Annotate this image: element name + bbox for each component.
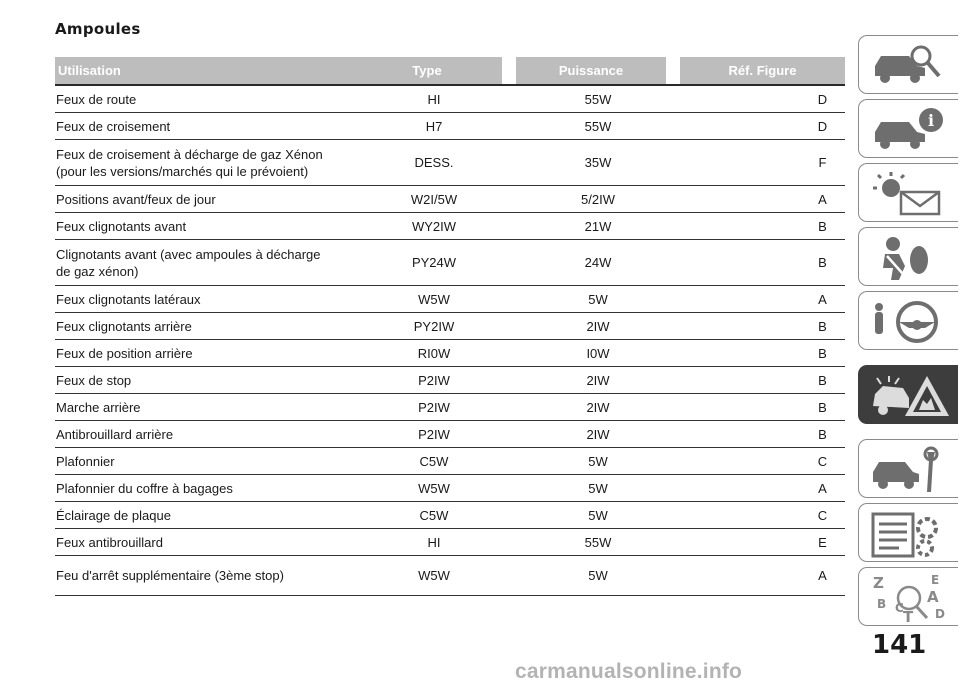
tab-emergency[interactable] xyxy=(858,365,958,424)
airbag-person-icon xyxy=(869,234,949,282)
cell-type: PY2IW xyxy=(352,313,516,340)
cell-ref-figure: A xyxy=(680,186,845,213)
steering-wheel-key-icon xyxy=(869,298,949,346)
cell-utilisation: Feux clignotants arrière xyxy=(55,313,352,340)
tab-index[interactable] xyxy=(858,567,958,626)
cell-type: DESS. xyxy=(352,140,516,186)
header-utilisation: Utilisation xyxy=(55,57,352,86)
cell-type: HI xyxy=(352,529,516,556)
cell-utilisation: Feux clignotants latéraux xyxy=(55,286,352,313)
cell-utilisation: Éclairage de plaque xyxy=(55,502,352,529)
index-letter: Z xyxy=(873,574,884,592)
cell-type: W5W xyxy=(352,475,516,502)
cell-puissance: 5W xyxy=(516,448,680,475)
cell-utilisation: Marche arrière xyxy=(55,394,352,421)
car-info-icon xyxy=(869,106,949,154)
cell-ref-figure: B xyxy=(680,313,845,340)
cell-utilisation: Positions avant/feux de jour xyxy=(55,186,352,213)
cell-puissance: 55W xyxy=(516,113,680,140)
cell-utilisation: Feux de stop xyxy=(55,367,352,394)
cell-type: W5W xyxy=(352,556,516,596)
cell-type: W2I/5W xyxy=(352,186,516,213)
cell-type: C5W xyxy=(352,502,516,529)
warning-lights-icon xyxy=(869,170,949,218)
cell-puissance: 35W xyxy=(516,140,680,186)
cell-puissance: 5W xyxy=(516,286,680,313)
cell-type: H7 xyxy=(352,113,516,140)
cell-ref-figure: B xyxy=(680,240,845,286)
cell-type: P2IW xyxy=(352,421,516,448)
cell-ref-figure: B xyxy=(680,394,845,421)
cell-type: HI xyxy=(352,86,516,113)
cell-utilisation: Feux de route xyxy=(55,86,352,113)
cell-ref-figure: D xyxy=(680,113,845,140)
tab-maintenance[interactable] xyxy=(858,439,958,498)
table-row xyxy=(55,313,845,340)
header-type: Type xyxy=(352,57,502,86)
index-letter: C xyxy=(895,601,904,615)
cell-utilisation: Feux antibrouillard xyxy=(55,529,352,556)
svg-text:i: i xyxy=(927,111,935,130)
table-row xyxy=(55,367,845,394)
table-row xyxy=(55,86,845,113)
cell-puissance: 2IW xyxy=(516,367,680,394)
cell-puissance: 5W xyxy=(516,502,680,529)
cell-type: W5W xyxy=(352,286,516,313)
technical-data-icon xyxy=(869,510,949,558)
index-letter: A xyxy=(927,588,939,606)
table-row xyxy=(55,286,845,313)
cell-type: P2IW xyxy=(352,367,516,394)
cell-puissance: 55W xyxy=(516,86,680,113)
tab-starting-driving[interactable] xyxy=(858,291,958,350)
header-gap xyxy=(502,57,516,86)
table-row xyxy=(55,186,845,213)
tab-safety[interactable] xyxy=(858,227,958,286)
cell-type: C5W xyxy=(352,448,516,475)
cell-utilisation: Plafonnier du coffre à bagages xyxy=(55,475,352,502)
cell-ref-figure: E xyxy=(680,529,845,556)
car-emergency-icon xyxy=(869,372,949,420)
cell-ref-figure: C xyxy=(680,448,845,475)
index-letters-icon xyxy=(869,574,949,622)
table-row xyxy=(55,240,845,286)
table-row xyxy=(55,421,845,448)
cell-ref-figure: D xyxy=(680,86,845,113)
cell-puissance: 55W xyxy=(516,529,680,556)
header-gap xyxy=(666,57,680,86)
cell-puissance: 2IW xyxy=(516,421,680,448)
table-row xyxy=(55,394,845,421)
cell-utilisation: Feux clignotants avant xyxy=(55,213,352,240)
table-row xyxy=(55,340,845,367)
header-ref-figure: Réf. Figure xyxy=(680,57,845,86)
index-letter: E xyxy=(931,574,940,587)
cell-ref-figure: A xyxy=(680,556,845,596)
cell-ref-figure: A xyxy=(680,475,845,502)
section-title: Ampoules xyxy=(55,20,141,38)
watermark: carmanualsonline.info xyxy=(515,660,743,683)
car-search-icon xyxy=(869,42,949,90)
cell-utilisation: Feux de position arrière xyxy=(55,340,352,367)
cell-type: RI0W xyxy=(352,340,516,367)
index-letter: D xyxy=(935,607,945,621)
cell-puissance: 24W xyxy=(516,240,680,286)
cell-utilisation: Clignotants avant (avec ampoules à décharge de gaz xénon) xyxy=(55,240,352,286)
cell-ref-figure: B xyxy=(680,367,845,394)
page-number: 141 xyxy=(872,630,927,660)
cell-utilisation: Feux de croisement à décharge de gaz Xénon (pour les versions/marchés qui le prévoient) xyxy=(55,140,352,186)
cell-puissance: 21W xyxy=(516,213,680,240)
cell-ref-figure: F xyxy=(680,140,845,186)
cell-ref-figure: C xyxy=(680,502,845,529)
cell-puissance: 2IW xyxy=(516,313,680,340)
cell-utilisation: Plafonnier xyxy=(55,448,352,475)
tab-car-info[interactable] xyxy=(858,99,958,158)
cell-type: PY24W xyxy=(352,240,516,286)
bulbs-table xyxy=(55,57,845,596)
table-row xyxy=(55,213,845,240)
cell-puissance: 2IW xyxy=(516,394,680,421)
cell-utilisation: Antibrouillard arrière xyxy=(55,421,352,448)
table-row xyxy=(55,502,845,529)
cell-type: P2IW xyxy=(352,394,516,421)
tab-technical-data[interactable] xyxy=(858,503,958,562)
cell-puissance: 5W xyxy=(516,556,680,596)
cell-ref-figure: B xyxy=(680,340,845,367)
table-row xyxy=(55,113,845,140)
table-row xyxy=(55,556,845,596)
cell-puissance: 5W xyxy=(516,475,680,502)
table-row xyxy=(55,475,845,502)
index-letter: T xyxy=(903,608,914,622)
tab-car-search[interactable] xyxy=(858,35,958,94)
cell-puissance: 5/2IW xyxy=(516,186,680,213)
index-letter: B xyxy=(877,597,887,611)
cell-puissance: I0W xyxy=(516,340,680,367)
table-header-row xyxy=(55,57,845,86)
table-row xyxy=(55,529,845,556)
cell-utilisation: Feu d'arrêt supplémentaire (3ème stop) xyxy=(55,556,352,596)
car-maintenance-icon xyxy=(869,446,949,494)
tab-warning-lights[interactable] xyxy=(858,163,958,222)
table-row xyxy=(55,140,845,186)
cell-type: WY2IW xyxy=(352,213,516,240)
cell-ref-figure: B xyxy=(680,421,845,448)
cell-ref-figure: B xyxy=(680,213,845,240)
header-puissance: Puissance xyxy=(516,57,666,86)
cell-utilisation: Feux de croisement xyxy=(55,113,352,140)
table-row xyxy=(55,448,845,475)
cell-ref-figure: A xyxy=(680,286,845,313)
